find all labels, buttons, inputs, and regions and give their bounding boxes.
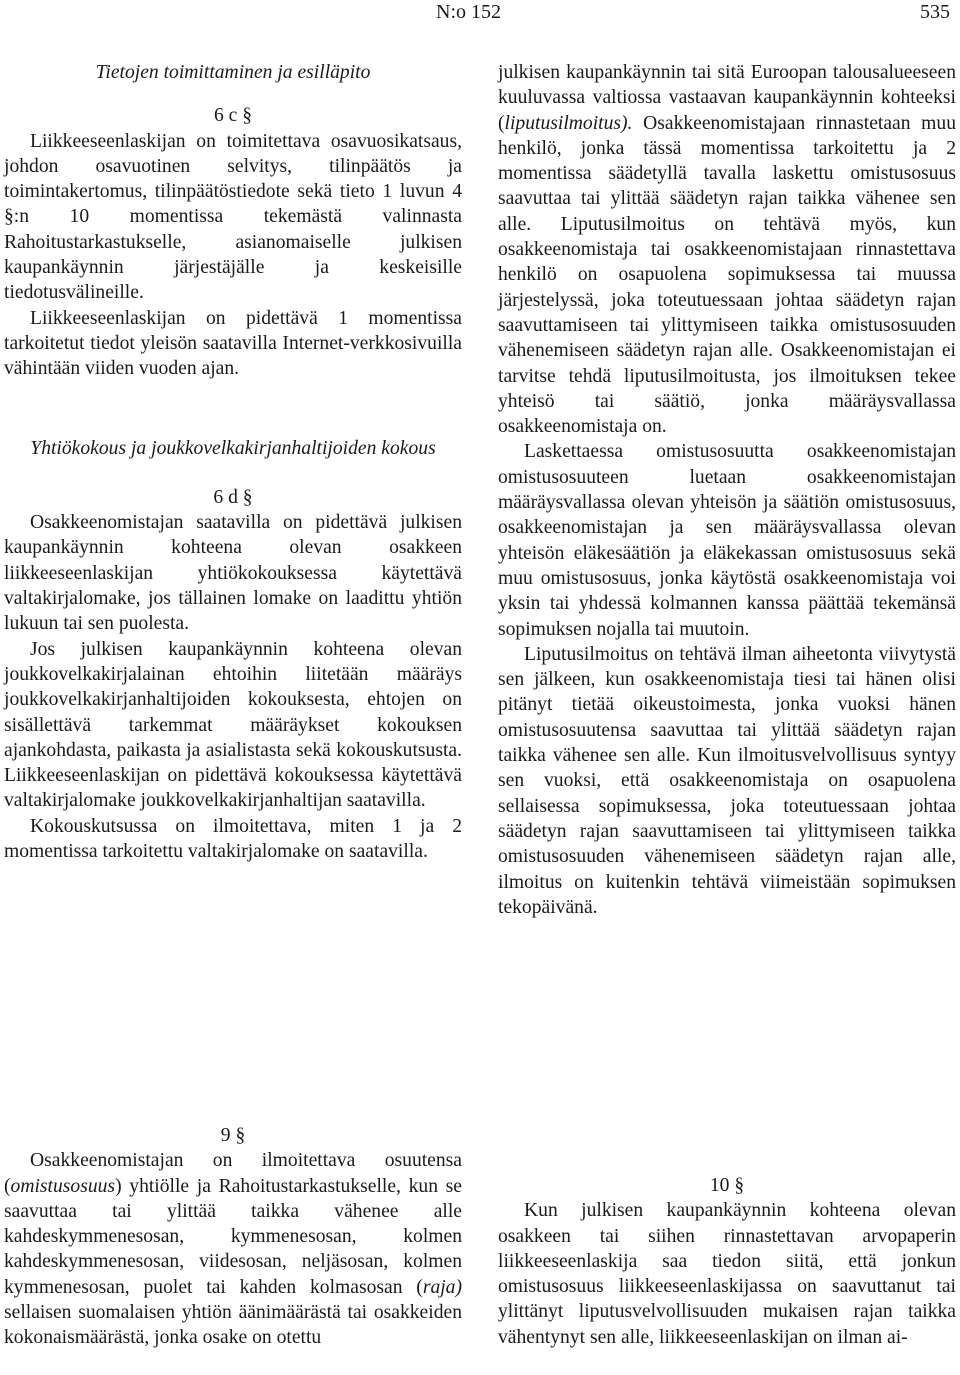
bottom-left-column — [4, 1123, 462, 1351]
paragraph: Kun julkisen kaupankäynnin kohteena olevan osakkeen tai siihen rinnastettavan arvopaperin liikkeeseenlaskija saa tiedon siitä, että jonkun omistusosuus liikkeeseenlaskijassa on saavuttanut tai ylittänyt liputusvelvollisuuden mukaisen rajan taikka vähentynyt sen alle, liikkeeseenlaskijan on ilman ai- — [498, 1200, 956, 1348]
issue-number: N:o 152 — [436, 1, 501, 23]
paragraph: Laskettaessa omistusosuutta osakkeenomistajan omistusosuuteen luetaan osakkeenomistajan määräysvallassa olevan yhteisön ja säätiön omistusosuus, osakkeenomistajan ja sen määräysvallassa olevan yhteisön eläkesäätiön ja eläkekassan omistusosuus sekä muu omistusosuus, jonka käytöstä osakkeenomistaja voi yksin tai yhdessä kolmannen kanssa päättää tekemänsä sopimuksen nojalla tai muutoin. — [498, 441, 956, 640]
paragraph: Liputusilmoitus on tehtävä ilman aiheetonta viivytystä sen jälkeen, kun osakkeenomistaja tiesi tai hänen olisi pitänyt tietää oikeustoimesta, jonka vuoksi hänen omistusosuutensa saavuttaa tai ylittää säädetyn rajan taikka vähenee sen alle. Kun ilmoitusvelvollisuus syntyy sen vuoksi, että osakkeenomistaja on osapuolena sellaisessa sopimuksessa, joka toteutuessaan johtaa säädetyn rajan saavuttamiseen tai ylittymiseen taikka omistusosuuden vähenemiseen säädetyn rajan alle, ilmoitus on kuitenkin tehtävä viimeistään sopimuksen tekopäivänä. — [498, 643, 956, 918]
text-run-italic: liputusilmoitus). — [504, 112, 633, 134]
text-run: julkisen kaupankäynnin tai sitä Euroopan talousalueeseen kuuluvassa valtiossa vastaavan kaupankäynnin kohteeksi ( — [498, 62, 956, 134]
section-heading-meetings: Yhtiökokous ja joukkovelkakirjanhaltijoiden kokous — [30, 437, 436, 459]
paragraph: Liikkeeseenlaskijan on toimitettava osavuosikatsaus, johdon osavuotinen selvitys, tilinpäätös ja toimintakertomus, tilinpäätöstiedote sekä tieto 1 luvun 4 §:n 10 momentissa tekemästä valinnasta Rahoitustarkastukselle, asianomaiselle julkisen kaupankäynnin järjestäjälle ja keskeisille tiedotusvälineille. — [4, 130, 462, 304]
page-number: 535 — [920, 1, 950, 23]
section-heading-data-delivery: Tietojen toimittaminen ja esilläpito — [95, 62, 371, 83]
section-10-title: 10 § — [709, 1175, 745, 1196]
left-column — [4, 60, 462, 864]
paragraph: Liikkeeseenlaskijan on pidettävä 1 momentissa tarkoitetut tiedot yleisön saatavilla Internet-verkkosivuilla vähintään viiden vuoden ajan. — [4, 307, 462, 380]
right-column — [498, 60, 956, 920]
text-run-italic: omistusosuus — [10, 1175, 116, 1197]
bottom-right-column — [498, 1173, 956, 1350]
section-6c-title: 6 c § — [213, 105, 253, 127]
paragraph: Osakkeenomistajan saatavilla on pidettävä julkisen kaupankäynnin kohteena olevan osakkeen liikkeeseenlaskijan yhtiökokouksessa käytettävä valtakirjalomake, jos tällainen lomake on laadittu yhtiön lukuun tai sen puolesta. — [4, 512, 462, 635]
text-run-italic: raja) — [422, 1276, 462, 1298]
paragraph — [498, 60, 956, 439]
paragraph — [4, 1148, 462, 1350]
page-header — [0, 0, 960, 30]
section-9-title: 9 § — [220, 1125, 246, 1146]
paragraph: Jos julkisen kaupankäynnin kohteena olevan joukkovelkakirjalainan ehtoihin liitetään määräys joukkovelkakirjanhaltijoiden kokouksesta, ehtojen on sisällettävä tarkemmat määräykset kokouksen ajankohdasta, paikasta ja asialistasta sekä kokouskutsusta. Liikkeeseenlaskijan on pidettävä kokouksessa käytettävä valtakirjalomake joukkovelkakirjanhaltijan saatavilla. — [4, 638, 462, 812]
section-6d-title: 6 d § — [213, 486, 253, 508]
text-run: ) yhtiölle ja Rahoitustarkastukselle, kun se saavuttaa tai ylittää taikka vähenee alle kahdeskymmenesosan, kymmenesosan, kolmen kahdeskymmenesosan, viidesosan, neljäsosan, kolmen kymmenesosan, puolet tai kahden kolmasosan ( — [4, 1175, 462, 1298]
text-run: sellaisen suomalaisen yhtiön äänimäärästä tai osakkeiden kokonaismäärästä, jonka osake on otettu — [4, 1302, 462, 1349]
paragraph: Kokouskutsussa on ilmoitettava, miten 1 ja 2 momentissa tarkoitettu valtakirjalomake on saatavilla. — [4, 815, 462, 863]
text-run: Osakkeenomistajaan rinnastetaan muu henkilö, jonka tässä momentissa tarkoitettu ja 2 momentissa säädetyllä tavalla laskettu omistusosuus saavuttaa tai ylittää säädetyn rajan taikka vähenee sen alle. Liputusilmoitus on tehtävä myös, kun osakkeenomistaja tai osakkeenomistajaan rinnastettava henkilö on osapuolena sopimuksessa tai muussa järjestelyssä, joka toteutuessaan johtaa säädetyn rajan saavuttamiseen tai ylittymiseen taikka omistusosuuden vähenemiseen säädetyn rajan alle. Osakkeenomistajan ei tarvitse tehdä liputusilmoitusta, jos ilmoituksen tekee yhteisö tai säätiö, jonka määräysvallassa osakkeenomistaja on. — [498, 112, 956, 438]
text-run: Osakkeenomistajan on ilmoitettava osuutensa ( — [4, 1150, 462, 1197]
